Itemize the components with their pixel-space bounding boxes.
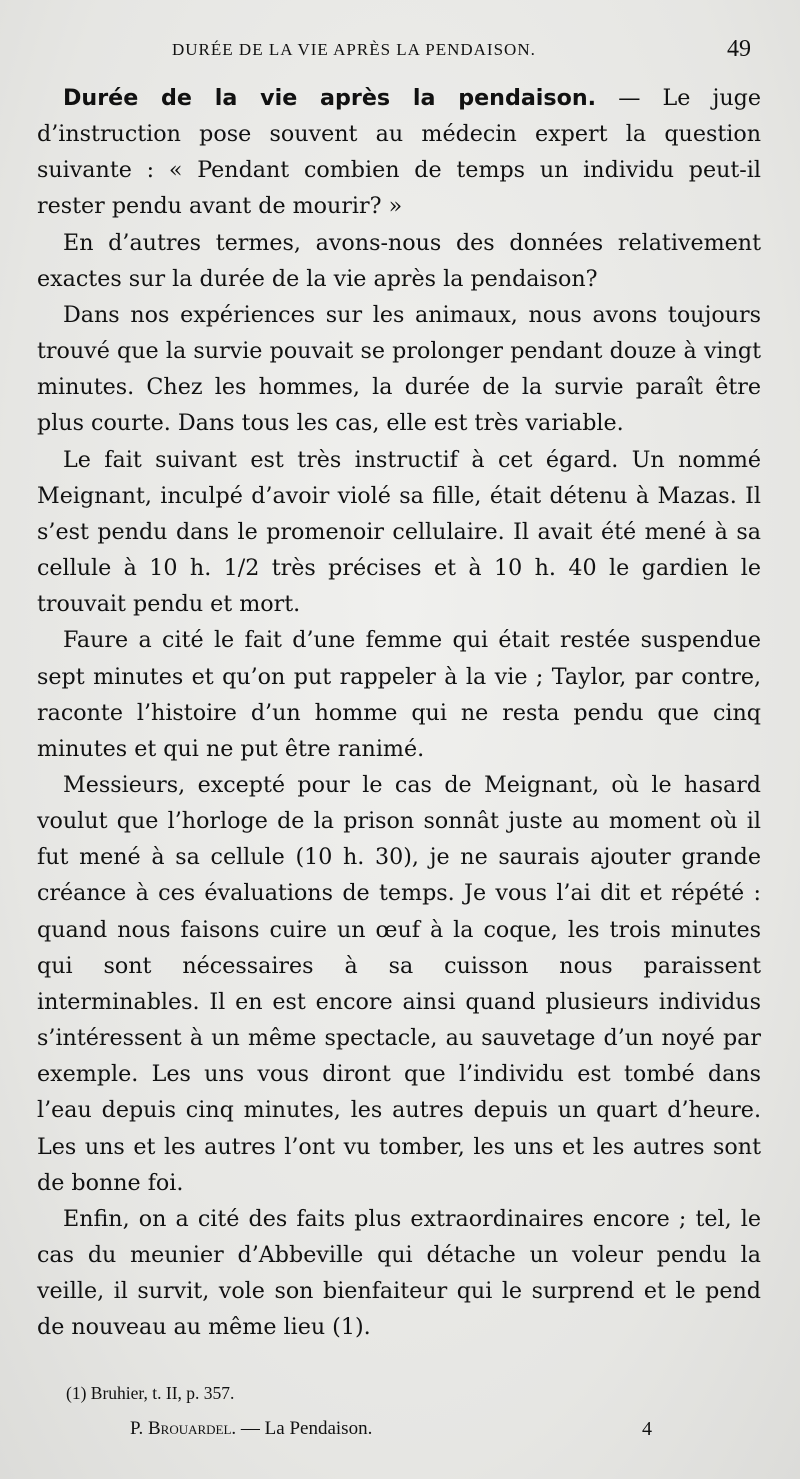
section-opening-paragraph [37, 80, 761, 225]
paragraph-faure-taylor: Faure a cité le fait d’une femme qui était restée suspendue sept minutes et qu’on put rappeler à la vie ; Taylor, par contre, raconte l’histoire d’un homme qui ne resta pendu que cinq minutes et qui ne put être ranimé. [37, 627, 761, 762]
running-head [0, 38, 800, 68]
author-name: Brouardel [147, 1418, 232, 1439]
paragraph-messieurs: Messieurs, excepté pour le cas de Meignant, où le hasard voulut que l’horloge de la prison sonnât juste au moment où il fut mené à sa cellule (10 h. 30), je ne saurais ajouter grande créance à ces évaluations de temps. Je vous l’ai dit et répété : quand nous faisons cuire un œuf à la coque, les trois minutes qui sont nécessaires à sa cuisson nous paraissent interminables. Il en est encore ainsi quand plusieurs individus s’intéressent à un même spectacle, au sauvetage d’un noyé par exemple. Les uns vous diront que l’individu est tombé dans l’eau depuis cinq minutes, les autres depuis un quart d’heure. Les uns et les autres l’ont vu tomber, les uns et les autres sont de bonne foi. [37, 771, 761, 1196]
section-heading: Durée de la vie après la pendaison. [63, 85, 597, 111]
section-opening-text: — Le juge d’instruction pose souvent au médecin expert la question suivante : « Pendant combien de temps un individu peut-il rester pendu avant de mourir? » [37, 85, 761, 220]
signature-author [130, 1418, 372, 1440]
work-title: La Pendaison. [264, 1418, 373, 1439]
paragraph-autres-termes: En d’autres termes, avons-nous des données relativement exactes sur la durée de la vie après la pendaison? [37, 229, 761, 292]
author-initial: P. [130, 1418, 148, 1439]
footnote: (1) Bruhier, t. II, p. 357. [66, 1383, 235, 1403]
paragraph-meignant: Le fait suivant est très instructif à cet égard. Un nommé Meignant, inculpé d’avoir violé sa fille, était détenu à Mazas. Il s’est pendu dans le promenoir cellulaire. Il avait été mené à sa cellule à 10 h. 1/2 très précises et à 10 h. 40 le gardien le trouvait pendu et mort. [37, 446, 761, 618]
running-title: DURÉE DE LA VIE APRÈS LA PENDAISON. [172, 40, 536, 59]
printer-signature [0, 1418, 800, 1448]
body-text [37, 80, 761, 1345]
page-number: 49 [727, 36, 751, 62]
paragraph-experiences: Dans nos expériences sur les animaux, nous avons toujours trouvé que la survie pouvait se prolonger pendant douze à vingt minutes. Chez les hommes, la durée de la survie paraît être plus courte. Dans tous les cas, elle est très variable. [37, 301, 761, 437]
paragraph-enfin: Enfin, on a cité des faits plus extraordinaires encore ; tel, le cas du meunier d’Abbeville qui détache un voleur pendu la veille, il survit, vole son bienfaiteur qui le surprend et le pend de nouveau au même lieu (1). [37, 1205, 761, 1341]
sheet-number: 4 [642, 1418, 652, 1440]
signature-separator: . — [231, 1418, 265, 1439]
